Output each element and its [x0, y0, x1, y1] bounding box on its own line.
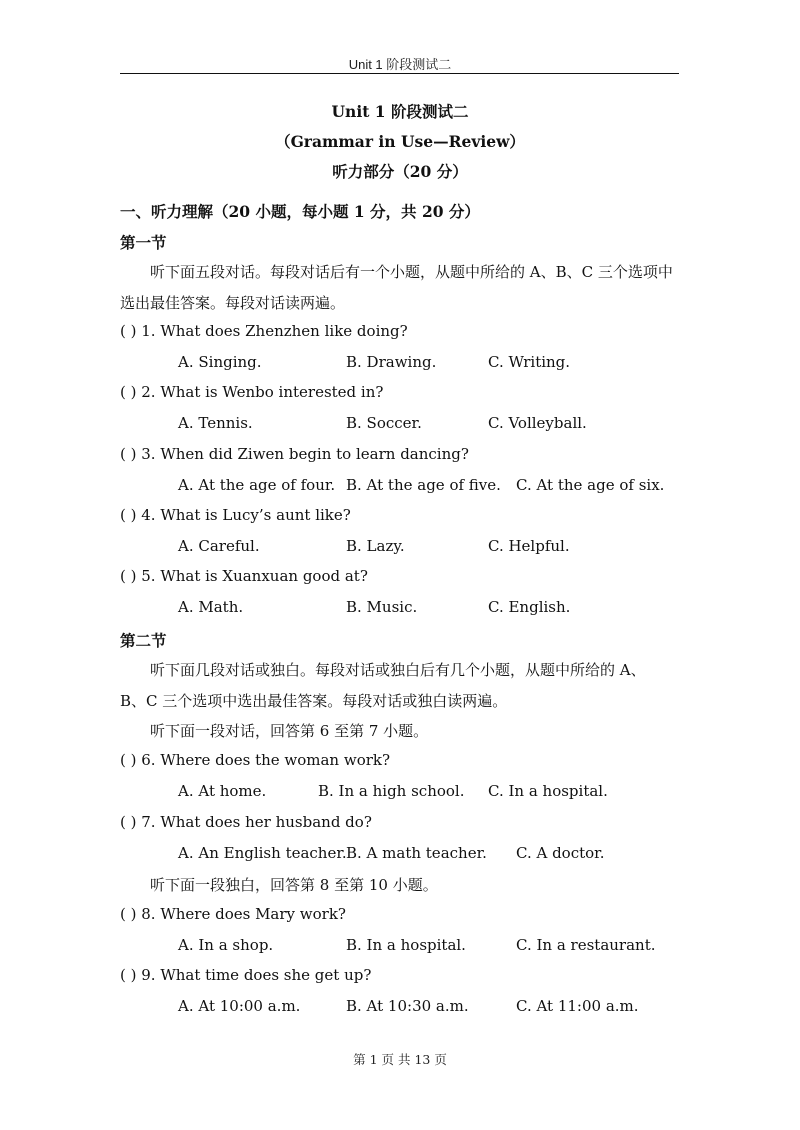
q3-option-b: B. At the age of five.	[346, 476, 501, 494]
q7-option-c: C. A doctor.	[516, 844, 605, 862]
q5-option-c: C. English.	[488, 598, 571, 616]
q8-option-c: C. In a restaurant.	[516, 936, 656, 954]
question-5: ( ) 5. What is Xuanxuan good at?	[120, 567, 368, 585]
part2-instructions-line2: B、C 三个选项中选出最佳答案。每段对话或独白读两遍。	[120, 692, 508, 710]
q8-option-a: A. In a shop.	[178, 936, 274, 954]
q2-option-b: B. Soccer.	[346, 414, 422, 432]
q2-option-a: A. Tennis.	[178, 414, 253, 432]
page-number: 第 1 页 共 13 页	[353, 1052, 447, 1067]
q9-option-a: A. At 10:00 a.m.	[178, 997, 301, 1015]
part2-label: 第二节	[120, 631, 167, 650]
q6-option-c: C. In a hospital.	[488, 782, 608, 800]
part1-instructions-line1: 听下面五段对话。每段对话后有一个小题，从题中所给的 A、B、C 三个选项中	[150, 263, 673, 281]
q4-option-b: B. Lazy.	[346, 537, 405, 555]
q4-option-c: C. Helpful.	[488, 537, 570, 555]
intro-q8-q10: 听下面一段独白，回答第 8 至第 10 小题。	[150, 876, 438, 894]
question-3: ( ) 3. When did Ziwen begin to learn dancing?	[120, 445, 469, 463]
running-header: Unit 1 阶段测试二	[348, 57, 452, 72]
q7-option-b: B. A math teacher.	[346, 844, 487, 862]
q1-option-a: A. Singing.	[178, 353, 262, 371]
part-title: 听力部分（20 分）	[332, 162, 468, 181]
part1-instructions-line2: 选出最佳答案。每段对话读两遍。	[120, 294, 346, 312]
question-1: ( ) 1. What does Zhenzhen like doing?	[120, 322, 408, 340]
header-rule	[120, 73, 679, 74]
question-9: ( ) 9. What time does she get up?	[120, 966, 372, 984]
q1-option-b: B. Drawing.	[346, 353, 437, 371]
question-2: ( ) 2. What is Wenbo interested in?	[120, 383, 384, 401]
question-7: ( ) 7. What does her husband do?	[120, 813, 372, 831]
q3-option-c: C. At the age of six.	[516, 476, 665, 494]
q3-option-a: A. At the age of four.	[178, 476, 336, 494]
page-title: Unit 1 阶段测试二	[331, 102, 469, 121]
q9-option-b: B. At 10:30 a.m.	[346, 997, 469, 1015]
q6-option-b: B. In a high school.	[318, 782, 465, 800]
q8-option-b: B. In a hospital.	[346, 936, 466, 954]
part2-instructions-line1: 听下面几段对话或独白。每段对话或独白后有几个小题，从题中所给的 A、	[150, 661, 646, 679]
q6-option-a: A. At home.	[178, 782, 267, 800]
q9-option-c: C. At 11:00 a.m.	[516, 997, 639, 1015]
question-8: ( ) 8. Where does Mary work?	[120, 905, 346, 923]
q2-option-c: C. Volleyball.	[488, 414, 587, 432]
question-6: ( ) 6. Where does the woman work?	[120, 751, 391, 769]
section-heading: 一、听力理解（20 小题，每小题 1 分，共 20 分）	[120, 202, 480, 221]
q4-option-a: A. Careful.	[178, 537, 260, 555]
page-subtitle: （Grammar in Use—Review）	[275, 132, 525, 151]
q5-option-b: B. Music.	[346, 598, 418, 616]
q5-option-a: A. Math.	[178, 598, 244, 616]
intro-q6-q7: 听下面一段对话，回答第 6 至第 7 小题。	[150, 722, 429, 740]
part1-label: 第一节	[120, 233, 167, 252]
q7-option-a: A. An English teacher.	[178, 844, 347, 862]
question-4: ( ) 4. What is Lucy’s aunt like?	[120, 506, 351, 524]
q1-option-c: C. Writing.	[488, 353, 571, 371]
